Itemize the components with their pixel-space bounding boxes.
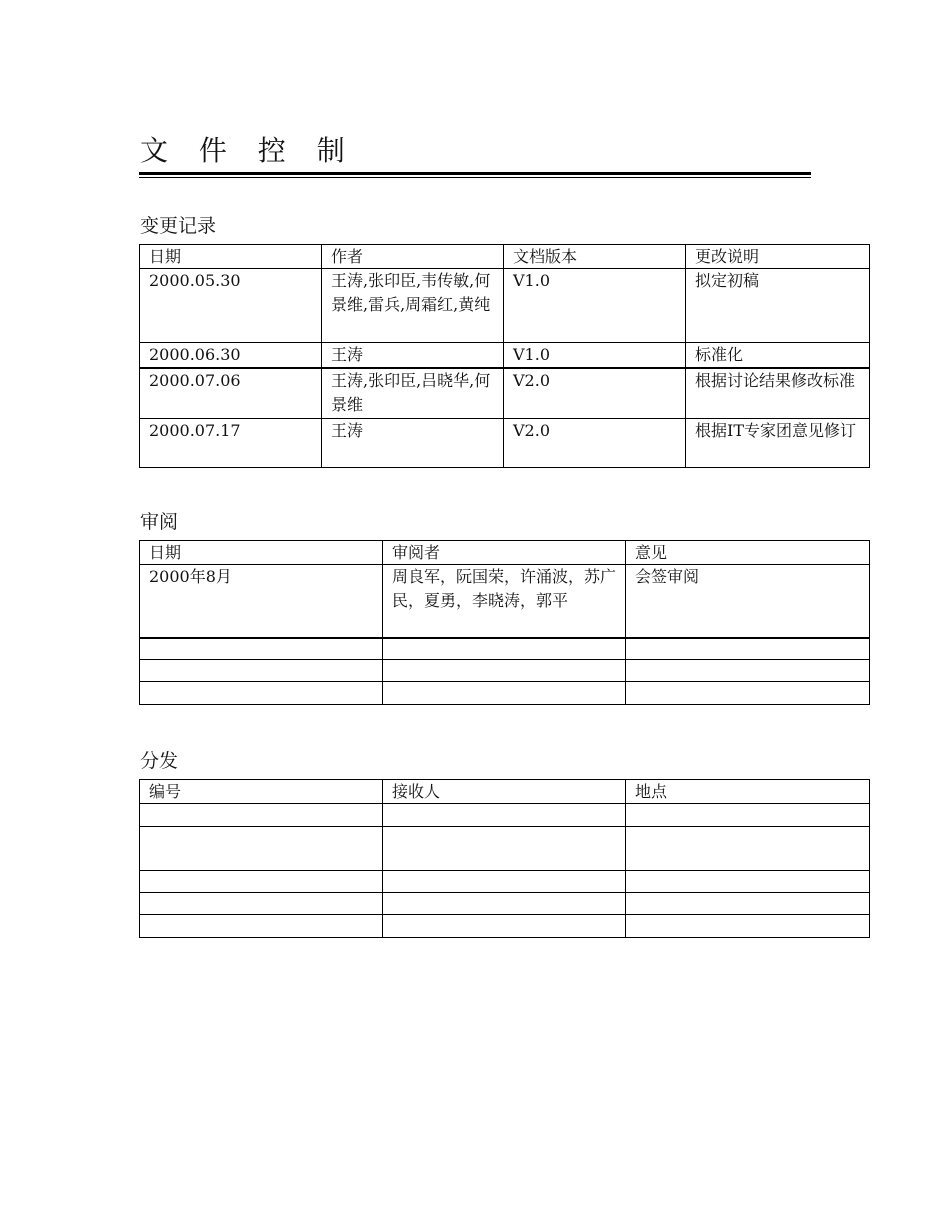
cell-recipient bbox=[383, 804, 626, 827]
cell-description: 根据IT专家团意见修订 bbox=[686, 418, 870, 467]
title-rule-thick bbox=[139, 172, 811, 175]
cell-author: 王涛 bbox=[322, 343, 504, 369]
cell-location bbox=[626, 871, 870, 893]
cell-version: V2.0 bbox=[504, 368, 686, 418]
cell-date bbox=[140, 682, 383, 705]
title-rule-thin bbox=[139, 177, 811, 178]
distribution-heading: 分发 bbox=[140, 750, 179, 772]
cell-description: 根据讨论结果修改标准 bbox=[686, 368, 870, 418]
column-header-author: 作者 bbox=[322, 245, 504, 269]
table-row bbox=[140, 893, 870, 915]
table-row bbox=[140, 418, 870, 467]
cell-date bbox=[140, 660, 383, 682]
cell-reviewer bbox=[383, 682, 626, 705]
cell-date: 2000.06.30 bbox=[140, 343, 322, 369]
column-header-number: 编号 bbox=[140, 780, 383, 804]
cell-date: 2000.07.06 bbox=[140, 368, 322, 418]
cell-version: V1.0 bbox=[504, 343, 686, 369]
cell-number bbox=[140, 804, 383, 827]
cell-recipient bbox=[383, 915, 626, 938]
column-header-version: 文档版本 bbox=[504, 245, 686, 269]
cell-reviewer bbox=[383, 638, 626, 660]
cell-location bbox=[626, 804, 870, 827]
cell-date: 2000年8月 bbox=[140, 565, 383, 638]
page-title: 文 件 控 制 bbox=[140, 134, 356, 167]
cell-reviewer: 周良军，阮国荣，许涌波，苏广民，夏勇，李晓涛，郭平 bbox=[383, 565, 626, 638]
change-record-table bbox=[139, 244, 870, 468]
column-header-opinion: 意见 bbox=[626, 541, 870, 565]
table-header-row bbox=[140, 245, 870, 269]
table-row bbox=[140, 368, 870, 418]
cell-date: 2000.05.30 bbox=[140, 269, 322, 343]
table-row bbox=[140, 915, 870, 938]
table-row bbox=[140, 565, 870, 638]
table-row bbox=[140, 269, 870, 343]
distribution-table bbox=[139, 779, 870, 938]
review-table bbox=[139, 540, 870, 705]
cell-version: V2.0 bbox=[504, 418, 686, 467]
cell-author: 王涛,张印臣,吕晓华,何景维 bbox=[322, 368, 504, 418]
review-heading: 审阅 bbox=[140, 511, 179, 533]
cell-recipient bbox=[383, 827, 626, 871]
table-row bbox=[140, 871, 870, 893]
cell-location bbox=[626, 827, 870, 871]
cell-description: 拟定初稿 bbox=[686, 269, 870, 343]
cell-number bbox=[140, 915, 383, 938]
column-header-recipient: 接收人 bbox=[383, 780, 626, 804]
table-header-row bbox=[140, 541, 870, 565]
cell-recipient bbox=[383, 893, 626, 915]
table-row bbox=[140, 660, 870, 682]
cell-number bbox=[140, 893, 383, 915]
cell-author: 王涛,张印臣,韦传敏,何景维,雷兵,周霜红,黄纯 bbox=[322, 269, 504, 343]
cell-number bbox=[140, 827, 383, 871]
cell-reviewer bbox=[383, 660, 626, 682]
column-header-date: 日期 bbox=[140, 245, 322, 269]
cell-opinion bbox=[626, 660, 870, 682]
cell-opinion: 会签审阅 bbox=[626, 565, 870, 638]
table-row bbox=[140, 827, 870, 871]
cell-opinion bbox=[626, 682, 870, 705]
table-header-row bbox=[140, 780, 870, 804]
column-header-description: 更改说明 bbox=[686, 245, 870, 269]
table-row bbox=[140, 638, 870, 660]
column-header-date: 日期 bbox=[140, 541, 383, 565]
change-record-heading: 变更记录 bbox=[140, 215, 217, 237]
cell-author: 王涛 bbox=[322, 418, 504, 467]
cell-recipient bbox=[383, 871, 626, 893]
column-header-location: 地点 bbox=[626, 780, 870, 804]
column-header-reviewer: 审阅者 bbox=[383, 541, 626, 565]
cell-number bbox=[140, 871, 383, 893]
cell-opinion bbox=[626, 638, 870, 660]
table-row bbox=[140, 682, 870, 705]
cell-version: V1.0 bbox=[504, 269, 686, 343]
cell-location bbox=[626, 893, 870, 915]
table-row bbox=[140, 804, 870, 827]
cell-date bbox=[140, 638, 383, 660]
cell-description: 标准化 bbox=[686, 343, 870, 369]
cell-location bbox=[626, 915, 870, 938]
cell-date: 2000.07.17 bbox=[140, 418, 322, 467]
table-row bbox=[140, 343, 870, 369]
